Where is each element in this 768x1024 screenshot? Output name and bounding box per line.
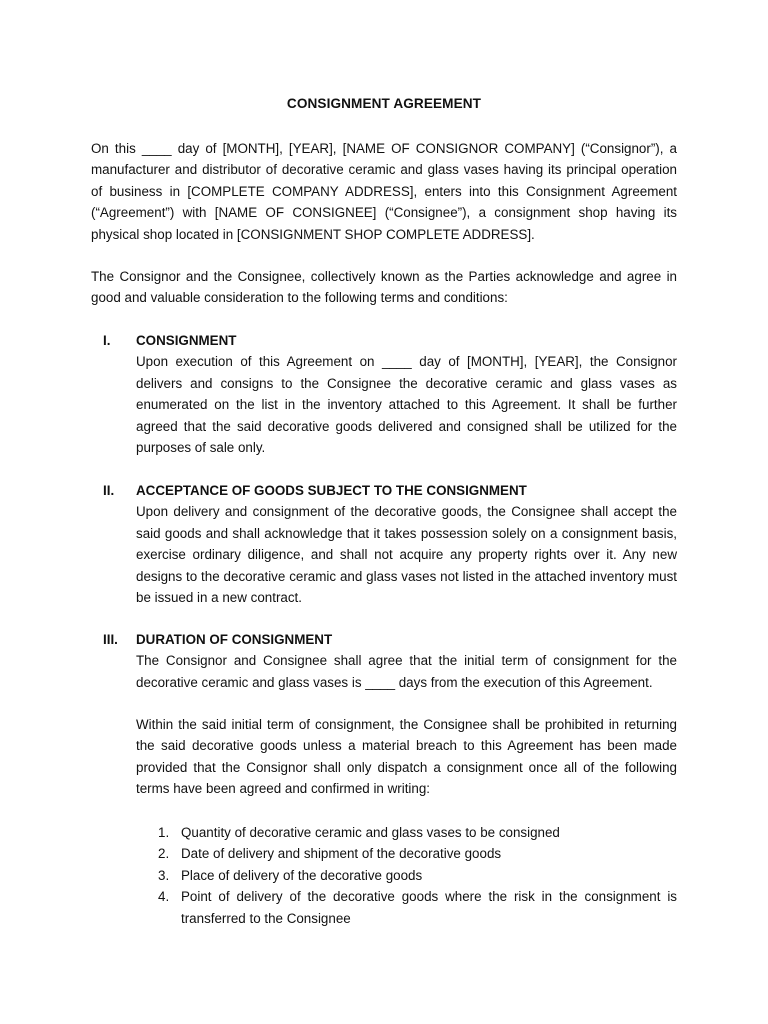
- list-item: [136, 865, 677, 886]
- list-item-number: 4.: [158, 889, 170, 905]
- list-item-text: Date of delivery and shipment of the decorative goods: [181, 846, 502, 862]
- list-item-text: Place of delivery of the decorative goods: [181, 867, 423, 883]
- intro-paragraph: On this ____ day of [MONTH], [YEAR], [NAME OF CONSIGNOR COMPANY] (“Consignor”), a manufacturer and distributor of decorative ceramic and glass vases having its principal operation of business in [COMPLETE COMPANY ADDRESS], enters into this Consignment Agreement (“Agreement”) with [NAME OF CONSIGNEE] (“Consignee”), a consignment shop having its physical shop located in [CONSIGNMENT SHOP COMPLETE ADDRESS].: [91, 141, 677, 242]
- section-number: III.: [103, 632, 118, 647]
- list-item-text: Quantity of decorative ceramic and glass vases to be consigned: [181, 825, 560, 840]
- list-item-number: 2.: [158, 846, 170, 862]
- section-heading: DURATION OF CONSIGNMENT: [136, 632, 333, 647]
- list-item: [136, 886, 677, 929]
- section-number: I.: [103, 333, 111, 348]
- section-body: The Consignor and Consignee shall agree that the initial term of consignment for the decorative ceramic and glass vases is ____ days from the execution of this Agreement.: [136, 653, 677, 690]
- list-item: [136, 843, 677, 864]
- section-body-continued: Within the said initial term of consignment, the Consignee shall be prohibited in returning the said decorative goods unless a material breach to this Agreement has been made provided that the Consignor shall only dispatch a consignment once all of the following terms have been agreed and confirmed in writing:: [136, 717, 677, 797]
- section-heading: CONSIGNMENT: [136, 333, 237, 348]
- section-heading: ACCEPTANCE OF GOODS SUBJECT TO THE CONSIGNMENT: [136, 483, 527, 498]
- parties-paragraph: The Consignor and the Consignee, collectively known as the Parties acknowledge and agree in good and valuable consideration to the following terms and conditions:: [91, 269, 677, 306]
- list-item-number: 3.: [158, 867, 170, 883]
- list-item: [136, 822, 677, 843]
- section-number: II.: [103, 483, 115, 498]
- list-item-number: 1.: [158, 825, 170, 840]
- section-body: Upon execution of this Agreement on ____ day of [MONTH], [YEAR], the Consignor delivers and consigns to the Consignee the decorative ceramic and glass vases as enumerated on the list in the inventory attached to this Agreement. It shall be further agreed that the said decorative goods delivered and consigned shall be utilized for the purposes of sale only.: [136, 354, 677, 456]
- consignment-terms-list: [136, 822, 677, 929]
- list-item-text: Point of delivery of the decorative goods where the risk in the consignment is transferred to the Consignee: [181, 889, 677, 926]
- document-title: CONSIGNMENT AGREEMENT: [286, 96, 482, 111]
- section-body: Upon delivery and consignment of the decorative goods, the Consignee shall accept the said goods and shall acknowledge that it takes possession solely on a consignment basis, exercise ordinary diligence, and shall not acquire any property rights over it. Any new designs to the decorative ceramic and glass vases not listed in the attached inventory must be issued in a new contract.: [136, 504, 677, 606]
